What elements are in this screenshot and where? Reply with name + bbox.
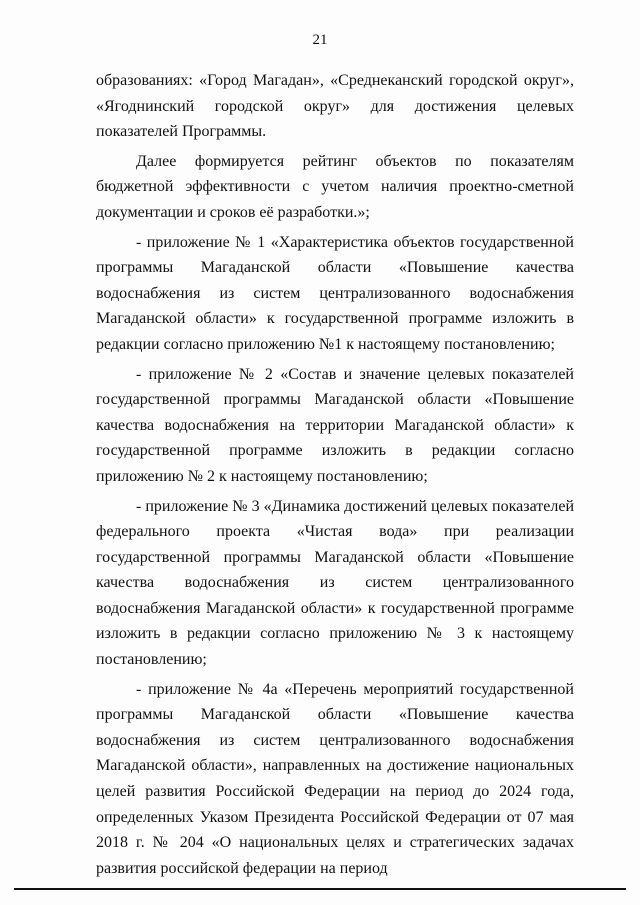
paragraph-appendix-1: - приложение № 1 «Характеристика объектов государственной программы Магаданской области «Повышение качества водоснабжения из систем централизованного водоснабжения Магаданской области» к государственной программе изложить в редакции согласно приложению №1 к настоящему постановлению; <box>96 233 574 353</box>
paragraph-appendix-4a: - приложение № 4а «Перечень мероприятий государственной программы Магаданской области «Повышение качества водоснабжения из систем централизованного водоснабжения Магаданской области», направленных на достижение национальных целей развития Российской Федерации на период до 2024 года, определенных Указом Президента Российской Федерации от 07 мая 2018 г. № 204 «О национальных целях и стратегических задачах развития российской федерации на период <box>96 680 574 877</box>
page-number: 21 <box>312 32 328 48</box>
footer-rule <box>14 888 626 890</box>
paragraph-appendix-3: - приложение № 3 «Динамика достижений целевых показателей федерального проекта «Чистая вода» при реализации государственной программы Магаданской области «Повышение качества водоснабжения из систем централизованного водоснабжения Магаданской области» к государственной программе изложить в редакции согласно приложению № 3 к настоящему постановлению; <box>96 497 574 669</box>
document-body <box>96 68 574 881</box>
paragraph-continuation: образованиях: «Город Магадан», «Среднеканский городской округ», «Ягоднинский городской округ» для достижения целевых показателей Программы. <box>96 72 574 141</box>
paragraph-appendix-2: - приложение № 2 «Состав и значение целевых показателей государственной программы Магаданской области «Повышение качества водоснабжения на территории Магаданской области» к государственной программе изложить в редакции согласно приложению № 2 к настоящему постановлению; <box>96 365 574 485</box>
paragraph-rating: Далее формируется рейтинг объектов по показателям бюджетной эффективности с учетом наличия проектно-сметной документации и сроков её разработки.»; <box>96 152 574 221</box>
